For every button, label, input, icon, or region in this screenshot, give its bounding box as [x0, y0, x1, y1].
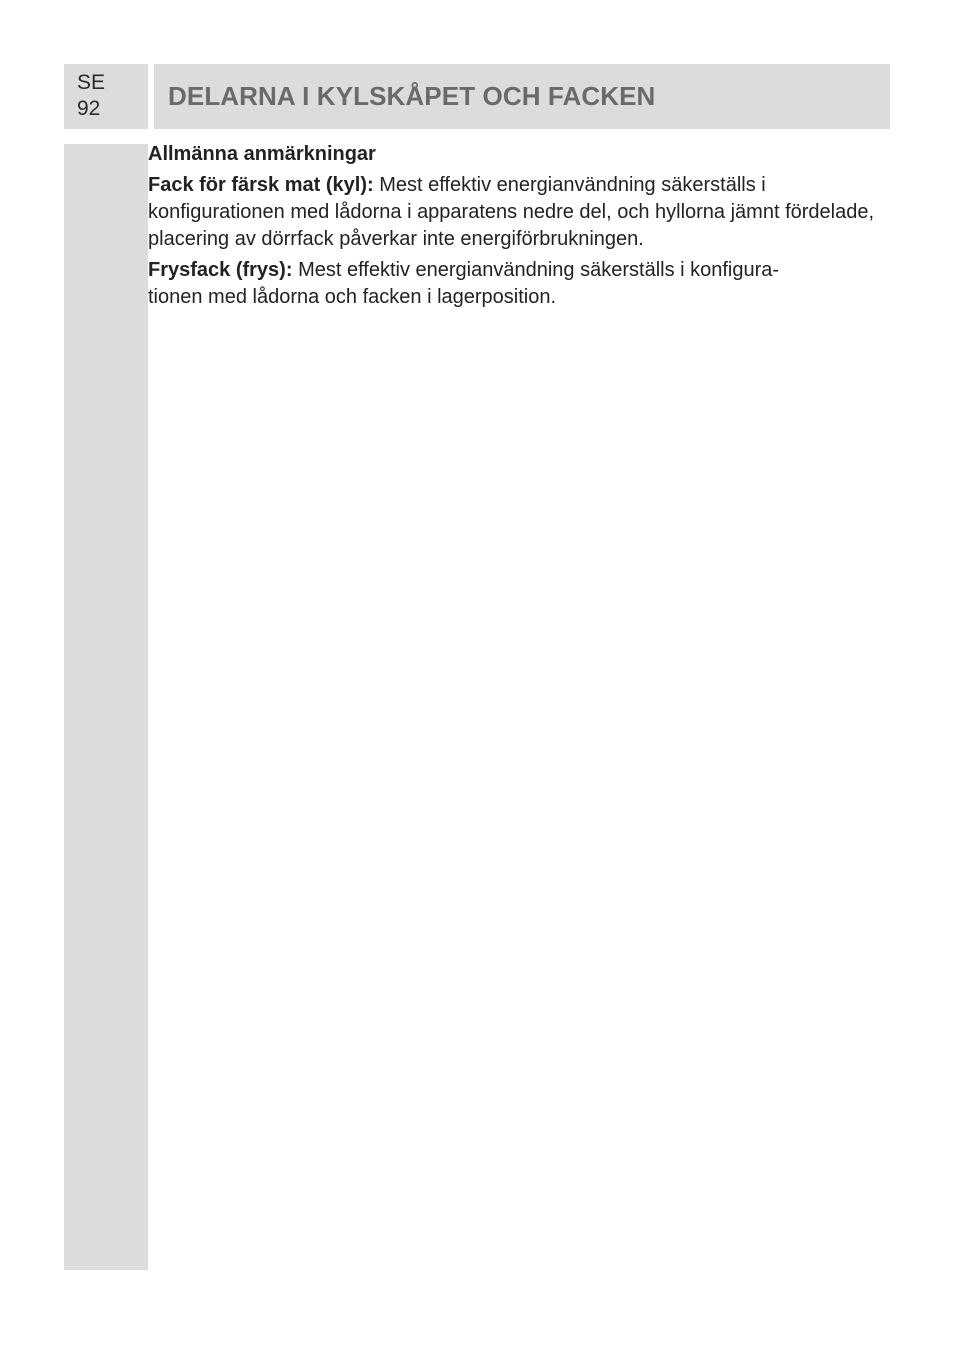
side-margin-bar	[64, 144, 148, 1270]
page-tab	[64, 64, 148, 129]
paragraph-freezer	[148, 257, 883, 311]
paragraph-text: Mest effektiv energianvändning säkerställs i konfigura- tionen med lådorna och facken i lagerposition.	[148, 259, 780, 308]
paragraph-fresh-food	[148, 172, 883, 253]
page-number: 92	[77, 97, 101, 120]
section-header	[154, 64, 890, 129]
paragraph-text: Mest effektiv energianvändning säkerställs i konfigurationen med lådorna i apparatens nedre del, och hyllorna jämnt fördelade, placering av dörrfack påverkar inte energiförbrukningen.	[148, 174, 875, 250]
paragraph-label: Frysfack (frys):	[148, 259, 293, 281]
subsection-heading: Allmänna anmärkningar	[148, 143, 376, 165]
paragraph-label: Fack för färsk mat (kyl):	[148, 174, 374, 196]
document-body	[148, 141, 883, 315]
language-code: SE	[77, 71, 106, 94]
section-title: DELARNA I KYLSKÅPET OCH FACKEN	[168, 81, 656, 111]
